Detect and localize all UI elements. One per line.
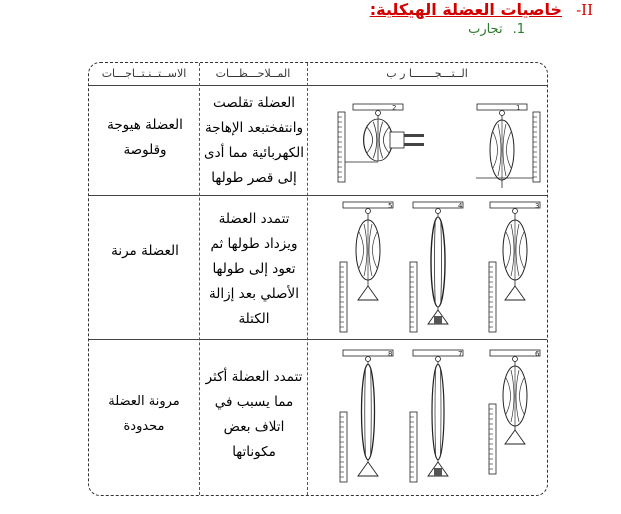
conclusion-row-1: العضلة هيوجة وقلوصة	[107, 117, 183, 158]
observation-row-2: تتمدد العضلة ويزداد طولها ثم تعود إلى طولها الأصلي بعد إزالة الكتلة	[209, 211, 299, 327]
header-observations: المــلاحـــظـــات	[215, 67, 291, 80]
experiment-2-number: 2	[392, 104, 397, 112]
experiment-8-number: 8	[388, 350, 393, 358]
subsection-number: 1.	[512, 22, 525, 37]
subsection-title: تجارب	[468, 22, 503, 37]
section-number: II-	[576, 1, 593, 19]
experiment-4-illustration	[410, 202, 463, 332]
experiment-3-illustration	[489, 202, 540, 332]
experiment-2-illustration	[338, 104, 424, 182]
conclusion-row-2: العضلة مرنة	[111, 243, 179, 259]
experiment-5-number: 5	[388, 202, 393, 210]
experiment-1-number: 1	[516, 104, 521, 112]
header-experiments: الــتـــجـــــــا ر ب	[386, 67, 468, 80]
observation-row-3: تتمدد العضلة أكثر مما يسبب في اتلاف بعض مكوناتها	[205, 369, 303, 460]
experiment-4-number: 4	[458, 202, 463, 210]
experiment-7-number: 7	[458, 350, 463, 358]
experiment-1-illustration	[476, 104, 540, 188]
header-conclusions: الاســتــنـتــاجـــات	[101, 67, 187, 80]
conclusion-row-3: مرونة العضلة محدودة	[108, 394, 180, 434]
experiment-6-illustration	[489, 350, 540, 474]
experiment-3-number: 3	[535, 202, 540, 210]
section-title: خاصيات العضلة الهيكلية:	[369, 0, 563, 19]
experiment-8-illustration	[340, 350, 393, 482]
experiment-6-number: 6	[535, 350, 540, 358]
experiment-7-illustration	[410, 350, 463, 482]
observation-row-1: العضلة تقلصت وانتفختبعد الإهاجة الكهربائية مما أدى إلى قصر طولها	[204, 95, 304, 186]
experiment-5-illustration	[340, 202, 393, 332]
